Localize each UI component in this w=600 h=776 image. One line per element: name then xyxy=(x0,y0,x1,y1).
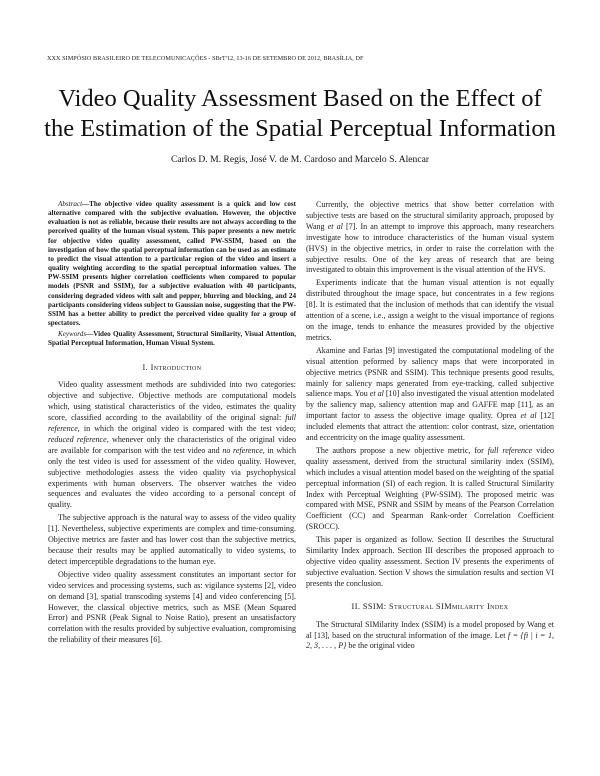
intro-paragraph-2: The subjective approach is the natural way to assess of the video quality [1]. Nevertheless, subjective experiments are complex and time-consuming. Objective metrics are faster and has lower cost than the subjective metrics, because their results may be applied automatically to video systems, to detect imperceptible degradations to the human eye. xyxy=(48,513,296,566)
intro-paragraph-3: Objective video quality assessment constitutes an important sector for video services and processing systems, such as: vigilance systems [2], video on demand [3], spatial transcoding systems [4] and video conferencing [5]. However, the classical objective metrics, such as MSE (Mean Squared Error) and PSNR (Peak Signal to Noise Ratio), present an unsatisfactory correlation with the results provided by subjective evaluation, compromising the reliability of their measures [6]. xyxy=(48,569,296,645)
right-paragraph-1: Currently, the objective metrics that show better correlation with subjective tests are based on the structural similarity approach, proposed by Wang et al [7]. In an attempt to improve this approach, many researchers investigate how to introduce characteristics of the human visual system (HVS) in the objective metrics, in order to raise the correlation with the subjective results. One of the key areas of research that are being investigated to obtain this improvement is the visual attention of the HVS. xyxy=(306,200,554,275)
abstract-label: Abstract xyxy=(58,200,83,208)
abstract xyxy=(48,200,296,328)
title-line-2: the Estimation of the Spatial Perceptual Information xyxy=(44,115,556,142)
section-heading-introduction: I. Introduction xyxy=(142,362,202,372)
conference-header: XXX SIMPÓSIO BRASILEIRO DE TELECOMUNICAÇÕES - SBrT'12, 13-16 DE SETEMBRO DE 2012, BRASÍLIA, DF xyxy=(47,55,364,62)
intro-paragraph-1: Video quality assessment methods are subdivided into two categories: objective and subjective. Objective methods are computational models which, using statistical characteristics of the video, estimates the quality score, classified according to the availability of the original signal: full reference, in which the original video is compared with the test video; reduced reference, whenever only the characteristics of the original video are available for comparison with the test video and no reference, in which only the test video is used for assessment of the video quality. However, subjective methodologies assess the video quality via psychophysical experiments with human observers. The observer watches the video sequences and evaluates the video according to a personal concept of quality. xyxy=(48,380,297,510)
right-paragraph-3: Akamine and Farias [9] investigated the computational modeling of the visual attention peformed by saliency maps that were incorporated in objective metrics (PSNR and SSIM). This technique presents good results, mainly for saliency maps generated from eye-tracking, called subjective salience maps. You et al [10] also investigated the visual attention modelated by the saliency map, saliency attention map and GAFFE map [11], as an important factor to assess the objective image quality. Oprea et al [12] included elements that attract the attention: color contrast, size, orientation and eccentricity on the image quality assessment. xyxy=(306,345,555,443)
right-column xyxy=(306,200,554,652)
formula-original-video: f = {fi | i = 1, 2, 3, . . . , P} xyxy=(306,630,554,651)
abstract-text: —The objective video quality assessment is a quick and low cost alternative compared with the subjective evaluation. However, the objective evaluation is not as reliable, because their results are not always according to the perceived quality of the human visual system. This paper presents a new metric for objective video quality assessment, called PW-SSIM, based on the investigation of how the spatial perceptual information can be used as an estimate to predict the visual attention to a particular region of the video and insert a quality weighting according to the spatial perceptual information values. The PW-SSIM presents higher correlation coefficients when compared to popular models (PSNR and SSIM), for a subjective evaluation with 40 participants, considering degraded videos with salt and pepper, blurring and blocking, and 24 participants considering videos subject to Gaussian noise, suggesting that the PW-SSIM has a better ability to predict the perceived video quality for a group of spectators. xyxy=(48,200,296,328)
right-paragraph-4: The authors propose a new objective metric, for full reference video quality assessment, derived from the structural similarity index (SSIM), which includes a visual attention model based on the weighting of the spatial perceptual information (SI) of each region. It is called Structural Similarity Index with Perceptual Weighting (PW-SSIM). The proposed metric was compared with MSE, PSNR and SSIM by means of the Pearson Correlation Coefficient (CC) and Spearman Rank-order Correlation Coefficient (SROCC). xyxy=(306,445,555,532)
right-paragraph-2: Experiments indicate that the human visual attention is not equally distributed throughout the image space, but concentrates in a few regions [8]. It is estimated that the inclusion of methods that can identify the visual attention of a scene, i.e., assign a weight to the visual importance of regions on the image, tends to enhance the measures provided by the objective metrics. xyxy=(306,278,554,342)
paper-title xyxy=(30,84,570,144)
left-column xyxy=(48,200,296,646)
keywords-label: Keywords xyxy=(58,330,87,339)
keywords-text: —Video Quality Assessment, Structural Similarity, Visual Attention, Spatial Perceptual Information, Human Visual System. xyxy=(48,330,296,348)
right-paragraph-5: This paper is organized as follow. Section II describes the Structural Similarity Index approach. Section III describes the proposed approach to objective video quality assessment. Section IV presents the experiments of subjective evaluation. Section V shows the simulation results and section VI presents the conclusion. xyxy=(306,535,554,588)
title-line-1: Video Quality Assessment Based on the Effect of xyxy=(58,85,542,112)
author-list: Carlos D. M. Regis, José V. de M. Cardoso and Marcelo S. Alencar xyxy=(170,154,430,165)
ssim-paragraph-1: The Structural SIMilarity Index (SSIM) is a model proposed by Wang et al [13], based on the structural information of the image. Let f = {fi | i = 1, 2, 3, . . . , P} be the original video xyxy=(306,619,554,651)
section-heading-ssim: II. SSIM: Structural SIMmilarity Index xyxy=(351,601,509,611)
keywords xyxy=(48,330,296,348)
